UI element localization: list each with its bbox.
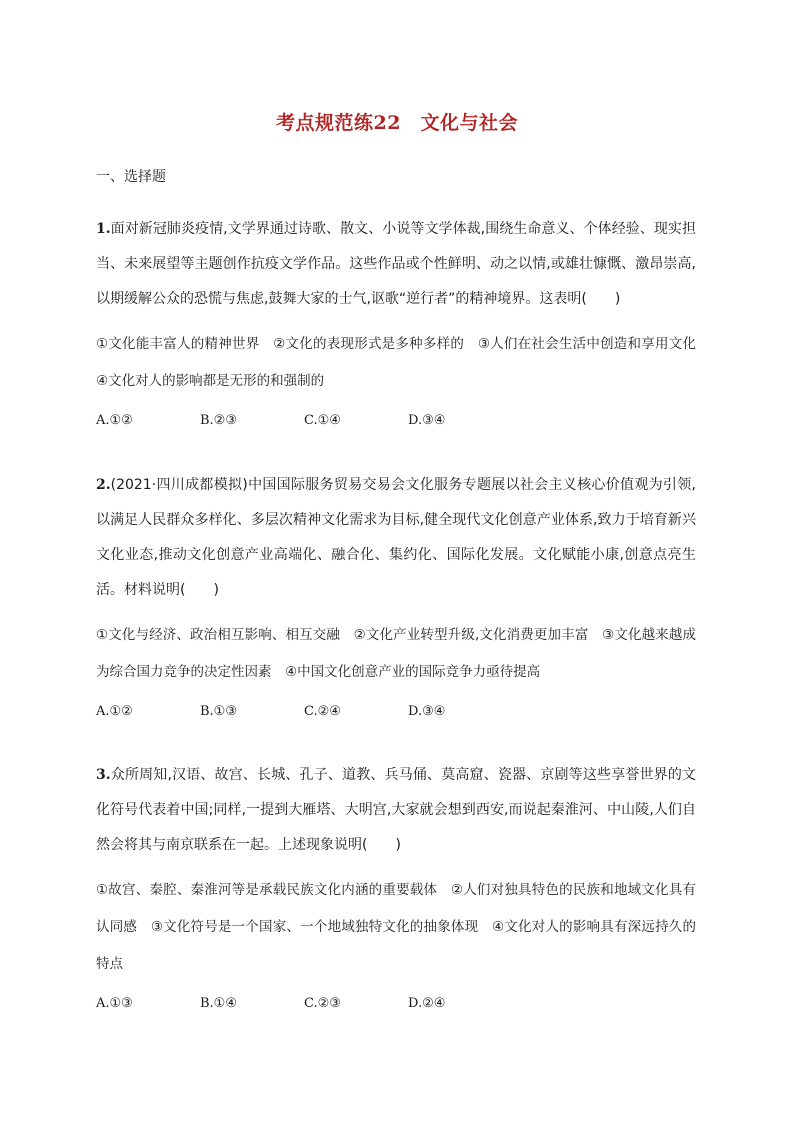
- answer-options: [96, 413, 696, 428]
- option-b[interactable]: B.①③: [200, 704, 237, 719]
- question-number: 1.: [96, 221, 111, 237]
- option-b[interactable]: B.②③: [200, 413, 237, 428]
- question-number: 2.: [96, 477, 111, 493]
- question-text: 众所周知,汉语、故宫、长城、孔子、道教、兵马俑、莫高窟、瓷器、京剧等这些享誉世界的文化符号代表着中国;同样,一提到大雁塔、大明宫,大家就会想到西安,而说起秦淮河、中山陵,人们自然会将其与南京联系在一起。上述现象说明( ): [96, 767, 696, 853]
- question-statements: ①故宫、秦腔、秦淮河等是承载民族文化内涵的重要载体 ②人们对独具特色的民族和地域文化具有认同感 ③文化符号是一个国家、一个地域独特文化的抽象体现 ④文化对人的影响具有深远持久的特点: [96, 882, 696, 972]
- question-text: (2021·四川成都模拟)中国国际服务贸易交易会文化服务专题展以社会主义核心价值观为引领,以满足人民群众多样化、多层次精神文化需求为目标,健全现代文化创意产业体系,致力于培育新兴文化业态,推动文化创意产业高端化、融合化、集约化、国际化发展。文化赋能小康,创意点亮生活。材料说明( ): [96, 477, 696, 598]
- question-1: [96, 212, 710, 428]
- question-stem: [96, 758, 696, 863]
- option-a[interactable]: A.①②: [96, 704, 133, 719]
- question-stem: [96, 468, 696, 608]
- option-d[interactable]: D.②④: [408, 996, 446, 1011]
- page-title: 考点规范练22 文化与社会: [276, 112, 518, 134]
- question-stem: [96, 212, 696, 317]
- section-heading: 一、选择题: [96, 169, 166, 185]
- question-statements: ①文化与经济、政治相互影响、相互交融 ②文化产业转型升级,文化消费更加丰富 ③文化越来越成为综合国力竞争的决定性因素 ④中国文化创意产业的国际竞争力亟待提高: [96, 627, 696, 680]
- option-a[interactable]: A.①③: [96, 996, 133, 1011]
- option-d[interactable]: D.③④: [408, 413, 446, 428]
- answer-options: [96, 996, 696, 1011]
- option-d[interactable]: D.③④: [408, 704, 446, 719]
- question-text: 面对新冠肺炎疫情,文学界通过诗歌、散文、小说等文学体裁,围绕生命意义、个体经验、现实担当、未来展望等主题创作抗疫文学作品。这些作品或个性鲜明、动之以情,或雄壮慷慨、激昂崇高,以期缓解公众的恐慌与焦虑,鼓舞大家的士气,讴歌“逆行者”的精神境界。这表明( ): [96, 221, 696, 307]
- question-statements: ①文化能丰富人的精神世界 ②文化的表现形式是多种多样的 ③人们在社会生活中创造和享用文化 ④文化对人的影响都是无形的和强制的: [96, 336, 710, 389]
- option-c[interactable]: C.②④: [304, 704, 341, 719]
- option-c[interactable]: C.②③: [304, 996, 341, 1011]
- option-a[interactable]: A.①②: [96, 413, 133, 428]
- question-3: [96, 758, 696, 1011]
- question-number: 3.: [96, 767, 111, 783]
- option-b[interactable]: B.①④: [200, 996, 237, 1011]
- option-c[interactable]: C.①④: [304, 413, 341, 428]
- question-2: [96, 468, 696, 719]
- answer-options: [96, 704, 696, 719]
